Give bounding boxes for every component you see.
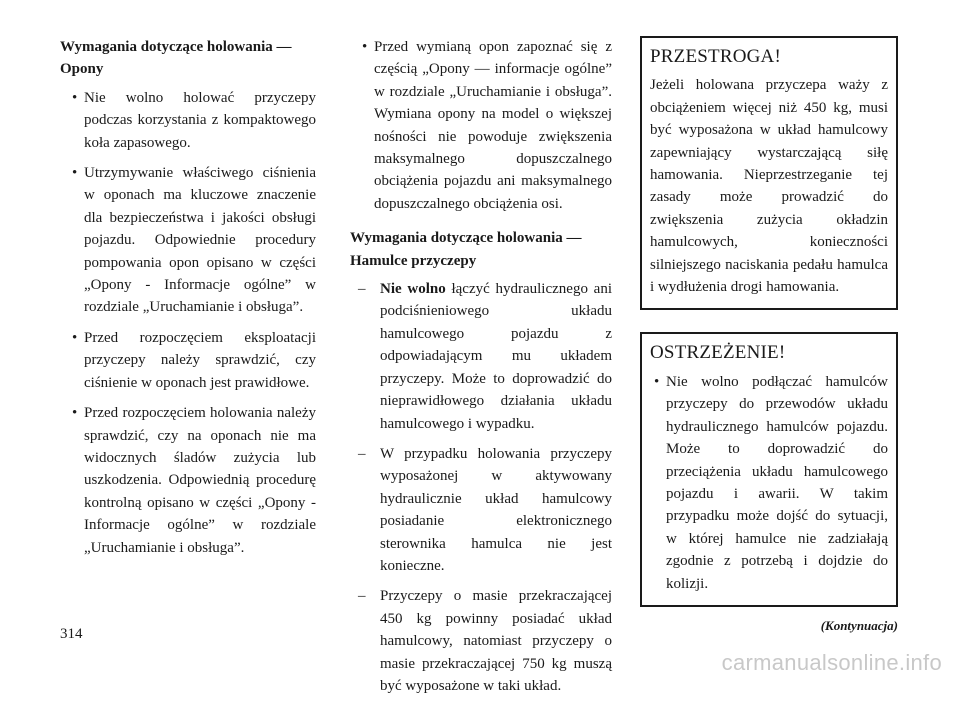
section-heading-tires: Wymagania dotyczące holowania — Opony bbox=[60, 39, 292, 78]
list-item: – W przypadku holowania przyczepy wyposażonej w aktywowany hydraulicznie układ hamulcowy posiadanie elektronicznego sterownika hamulca nie jest konieczne. bbox=[358, 445, 612, 574]
list-item: • Przed rozpoczęciem eksploatacji przyczepy należy sprawdzić, czy ciśnienie w oponach jest prawidłowe. bbox=[72, 329, 316, 391]
caution-title: PRZESTROGA! bbox=[650, 46, 781, 67]
warning-text: Nie wolno podłączać hamulców przyczepy do przewodów układu hydraulicznego hamulców pojazdu. Może to doprowadzić do przeciążenia układu hamulcowego pojazdu i awarii. W takim przypadku może dojść do sytuacji, w której hamulce nie zadziałają zgodnie z potrzebą i dojdzie do kolizji. bbox=[666, 373, 888, 592]
watermark: carmanualsonline.info bbox=[721, 650, 942, 675]
tires-bullet-list bbox=[60, 87, 316, 559]
list-item: • Przed wymianą opon zapoznać się z częścią „Opony — informacje ogólne” w rozdziale „Uruchamianie i obsługa”. Wymiana opony na model o większej nośności nie powoduje zwiększenia maksymalnego dopuszczalnego obciążenia pojazdu ani maksymalnego dopuszczalnego obciążenia osi. bbox=[362, 39, 612, 212]
brakes-dash-list bbox=[350, 278, 612, 697]
caution-text: Jeżeli holowana przyczepa waży z obciążeniem więcej niż 450 kg, musi być wyposażona w układ hamulcowy zapewniający wystarczającą siłę hamowania. Nieprzestrzeganie tej zasady może prowadzić do zwiększenia zużycia okładzin hamulcowych, konieczności silniejszego naciskania pedału hamulca i wydłużenia drogi hamowania. bbox=[650, 77, 888, 296]
continuation-note: (Kontynuacja) bbox=[820, 617, 898, 633]
page-number: 314 bbox=[60, 626, 83, 642]
caution-box bbox=[640, 36, 898, 310]
section-heading-brakes: Wymagania dotyczące holowania — Hamulce przyczepy bbox=[350, 230, 582, 269]
list-item: • Nie wolno holować przyczepy podczas korzystania z kompaktowego koła zapasowego. bbox=[72, 89, 316, 151]
list-item: – Nie wolno łączyć hydraulicznego ani podciśnieniowego układu hamulcowego pojazdu z odpowiadającym mu układem przyczepy. Może to doprowadzić do nieprawidłowego działania układu hamulcowego i wypadku. bbox=[358, 281, 612, 432]
list-item: • Nie wolno podłączać hamulców przyczepy do przewodów układu hydraulicznego hamulców pojazdu. Może to doprowadzić do przeciążenia układu hamulcowego pojazdu i awarii. W takim przypadku może dojść do sytuacji, w której hamulce nie zadziałają zgodnie z potrzebą i dojdzie do kolizji. bbox=[654, 373, 888, 592]
warning-box bbox=[640, 332, 898, 606]
warning-title: OSTRZEŻENIE! bbox=[650, 342, 786, 364]
column-right bbox=[640, 36, 898, 637]
list-item: • Przed rozpoczęciem holowania należy sprawdzić, czy na oponach nie ma widocznych śladów zużycia lub uszkodzenia. Odpowiednią procedurę kontrolną opisano w części „Opony - Informacje ogólne” w rozdziale „Uruchamianie i obsługa”. bbox=[72, 405, 316, 556]
column-left bbox=[60, 36, 316, 571]
list-item: – Przyczepy o masie przekraczającej 450 kg powinny posiadać układ hamulcowy, natomiast przyczepy o masie przekraczającej 750 kg muszą być wyposażone w taki układ. bbox=[358, 588, 612, 694]
column-middle bbox=[350, 36, 612, 709]
tire-replacement-list bbox=[350, 36, 612, 215]
emphasis-text: Nie wolno bbox=[380, 281, 446, 298]
list-item: • Utrzymywanie właściwego ciśnienia w oponach ma kluczowe znaczenie dla bezpieczeństwa i jakości obsługi pojazdu. Odpowiednie procedury pompowania opon opisano w części „Opony - Informacje ogólne” w rozdziale „Uruchamianie i obsługa”. bbox=[72, 165, 316, 316]
warning-list bbox=[650, 371, 888, 595]
